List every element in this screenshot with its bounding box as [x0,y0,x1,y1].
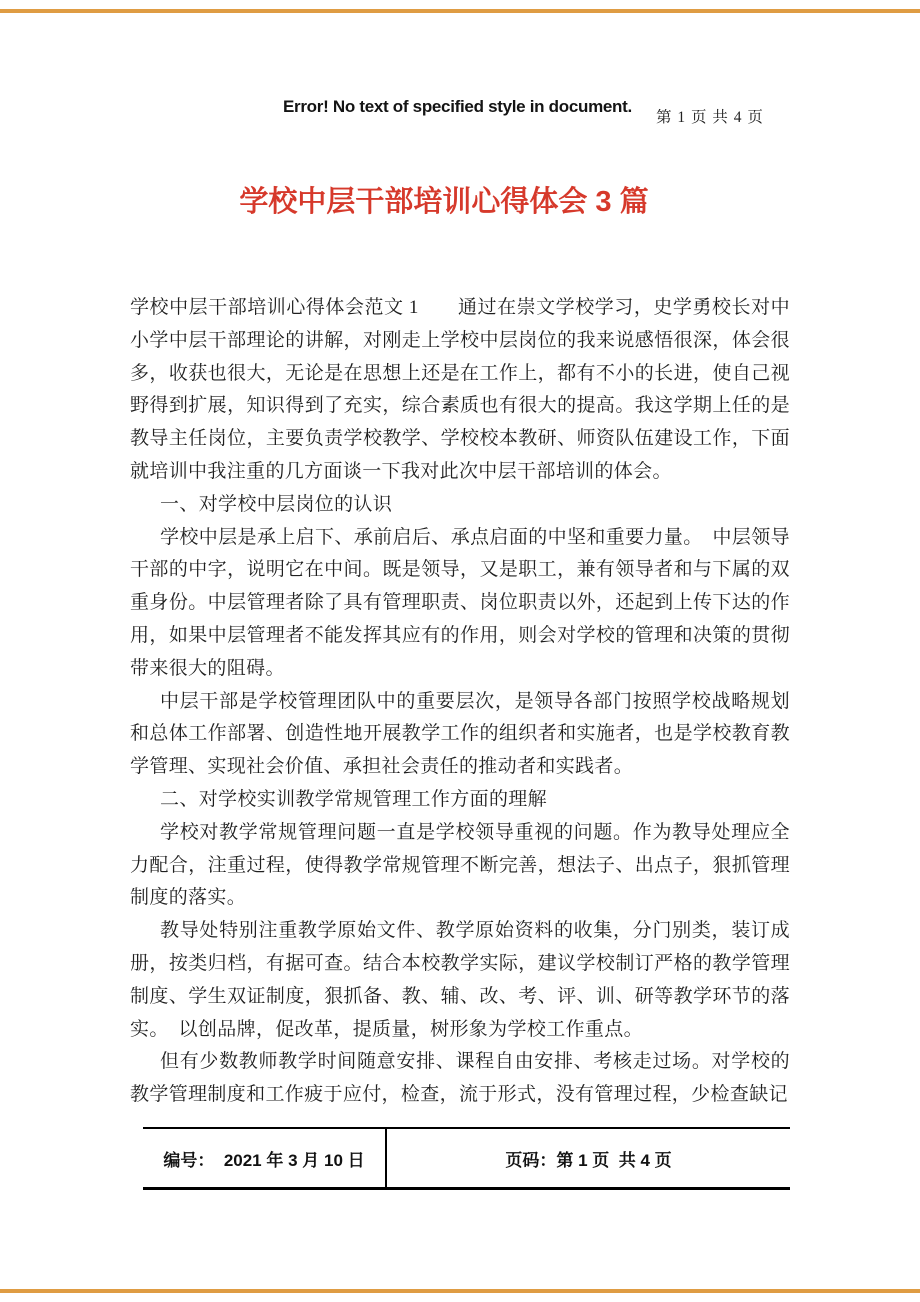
header-page-number: 第 1 页 共 4 页 [656,109,764,126]
footer-page-cell: 页码：第 1 页 共 4 页 [505,1150,672,1170]
page-border-bottom [0,1289,920,1293]
paragraph: 学校对教学常规管理问题一直是学校领导重视的问题。作为教导处理应全力配合，注重过程，使得教学常规管理不断完善，想法子、出点子，狠抓管理制度的落实。 [130,821,790,909]
footer-serial-cell: 编号： 2021 年 3 月 10 日 [143,1129,387,1187]
document-body [130,292,790,1112]
paragraph-heading-1: 一、对学校中层岗位的认识 [160,493,393,515]
page-border-top [0,9,920,13]
paragraph: 教导处特别注重教学原始文件、教学原始资料的收集，分门别类，装订成册，按类归档，有据可查。结合本校教学实际，建议学校制订严格的教学管理制度、学生双证制度，狠抓备、教、辅、改、考、评、训、研等教学环节的落实。 以创品牌，促改革，提质量，树形象为学校工作重点。 [130,920,790,1040]
paragraph: 学校中层干部培训心得体会范文 1 通过在崇文学校学习，史学勇校长对中小学中层干部理论的讲解，对刚走上学校中层岗位的我来说感悟很深，体会很多，收获也很大，无论是在思想上还是在工作上，都有不小的长进，使自己视野得到扩展，知识得到了充实，综合素质也有很大的提高。我这学期上任的是教导主任岗位，主要负责学校教学、学校校本教研、师资队伍建设工作，下面就培训中我注重的几方面谈一下我对此次中层干部培训的体会。 [130,297,790,482]
paragraph: 学校中层是承上启下、承前启后、承点启面的中坚和重要力量。 中层领导干部的中字，说明它在中间。既是领导，又是职工，兼有领导者和与下属的双重身份。中层管理者除了具有管理职责、岗位职责以外，还起到上传下达的作用，如果中层管理者不能发挥其应有的作用，则会对学校的管理和决策的贯彻带来很大的阻碍。 [130,526,790,679]
paragraph: 中层干部是学校管理团队中的重要层次，是领导各部门按照学校战略规划和总体工作部署、创造性地开展教学工作的组织者和实施者，也是学校教育教学管理、实现社会价值、承担社会责任的推动者和实践者。 [130,690,790,778]
paragraph: 但有少数教师教学时间随意安排、课程自由安排、考核走过场。对学校的教学管理制度和工作疲于应付，检查，流于形式，没有管理过程，少检查缺记 [130,1051,790,1106]
paragraph-heading-2: 二、对学校实训教学常规管理工作方面的理解 [160,788,548,810]
document-title: 学校中层干部培训心得体会 3 篇 [239,186,649,218]
footer-table [143,1127,790,1190]
header-error-text: Error! No text of specified style in document. [283,97,632,116]
